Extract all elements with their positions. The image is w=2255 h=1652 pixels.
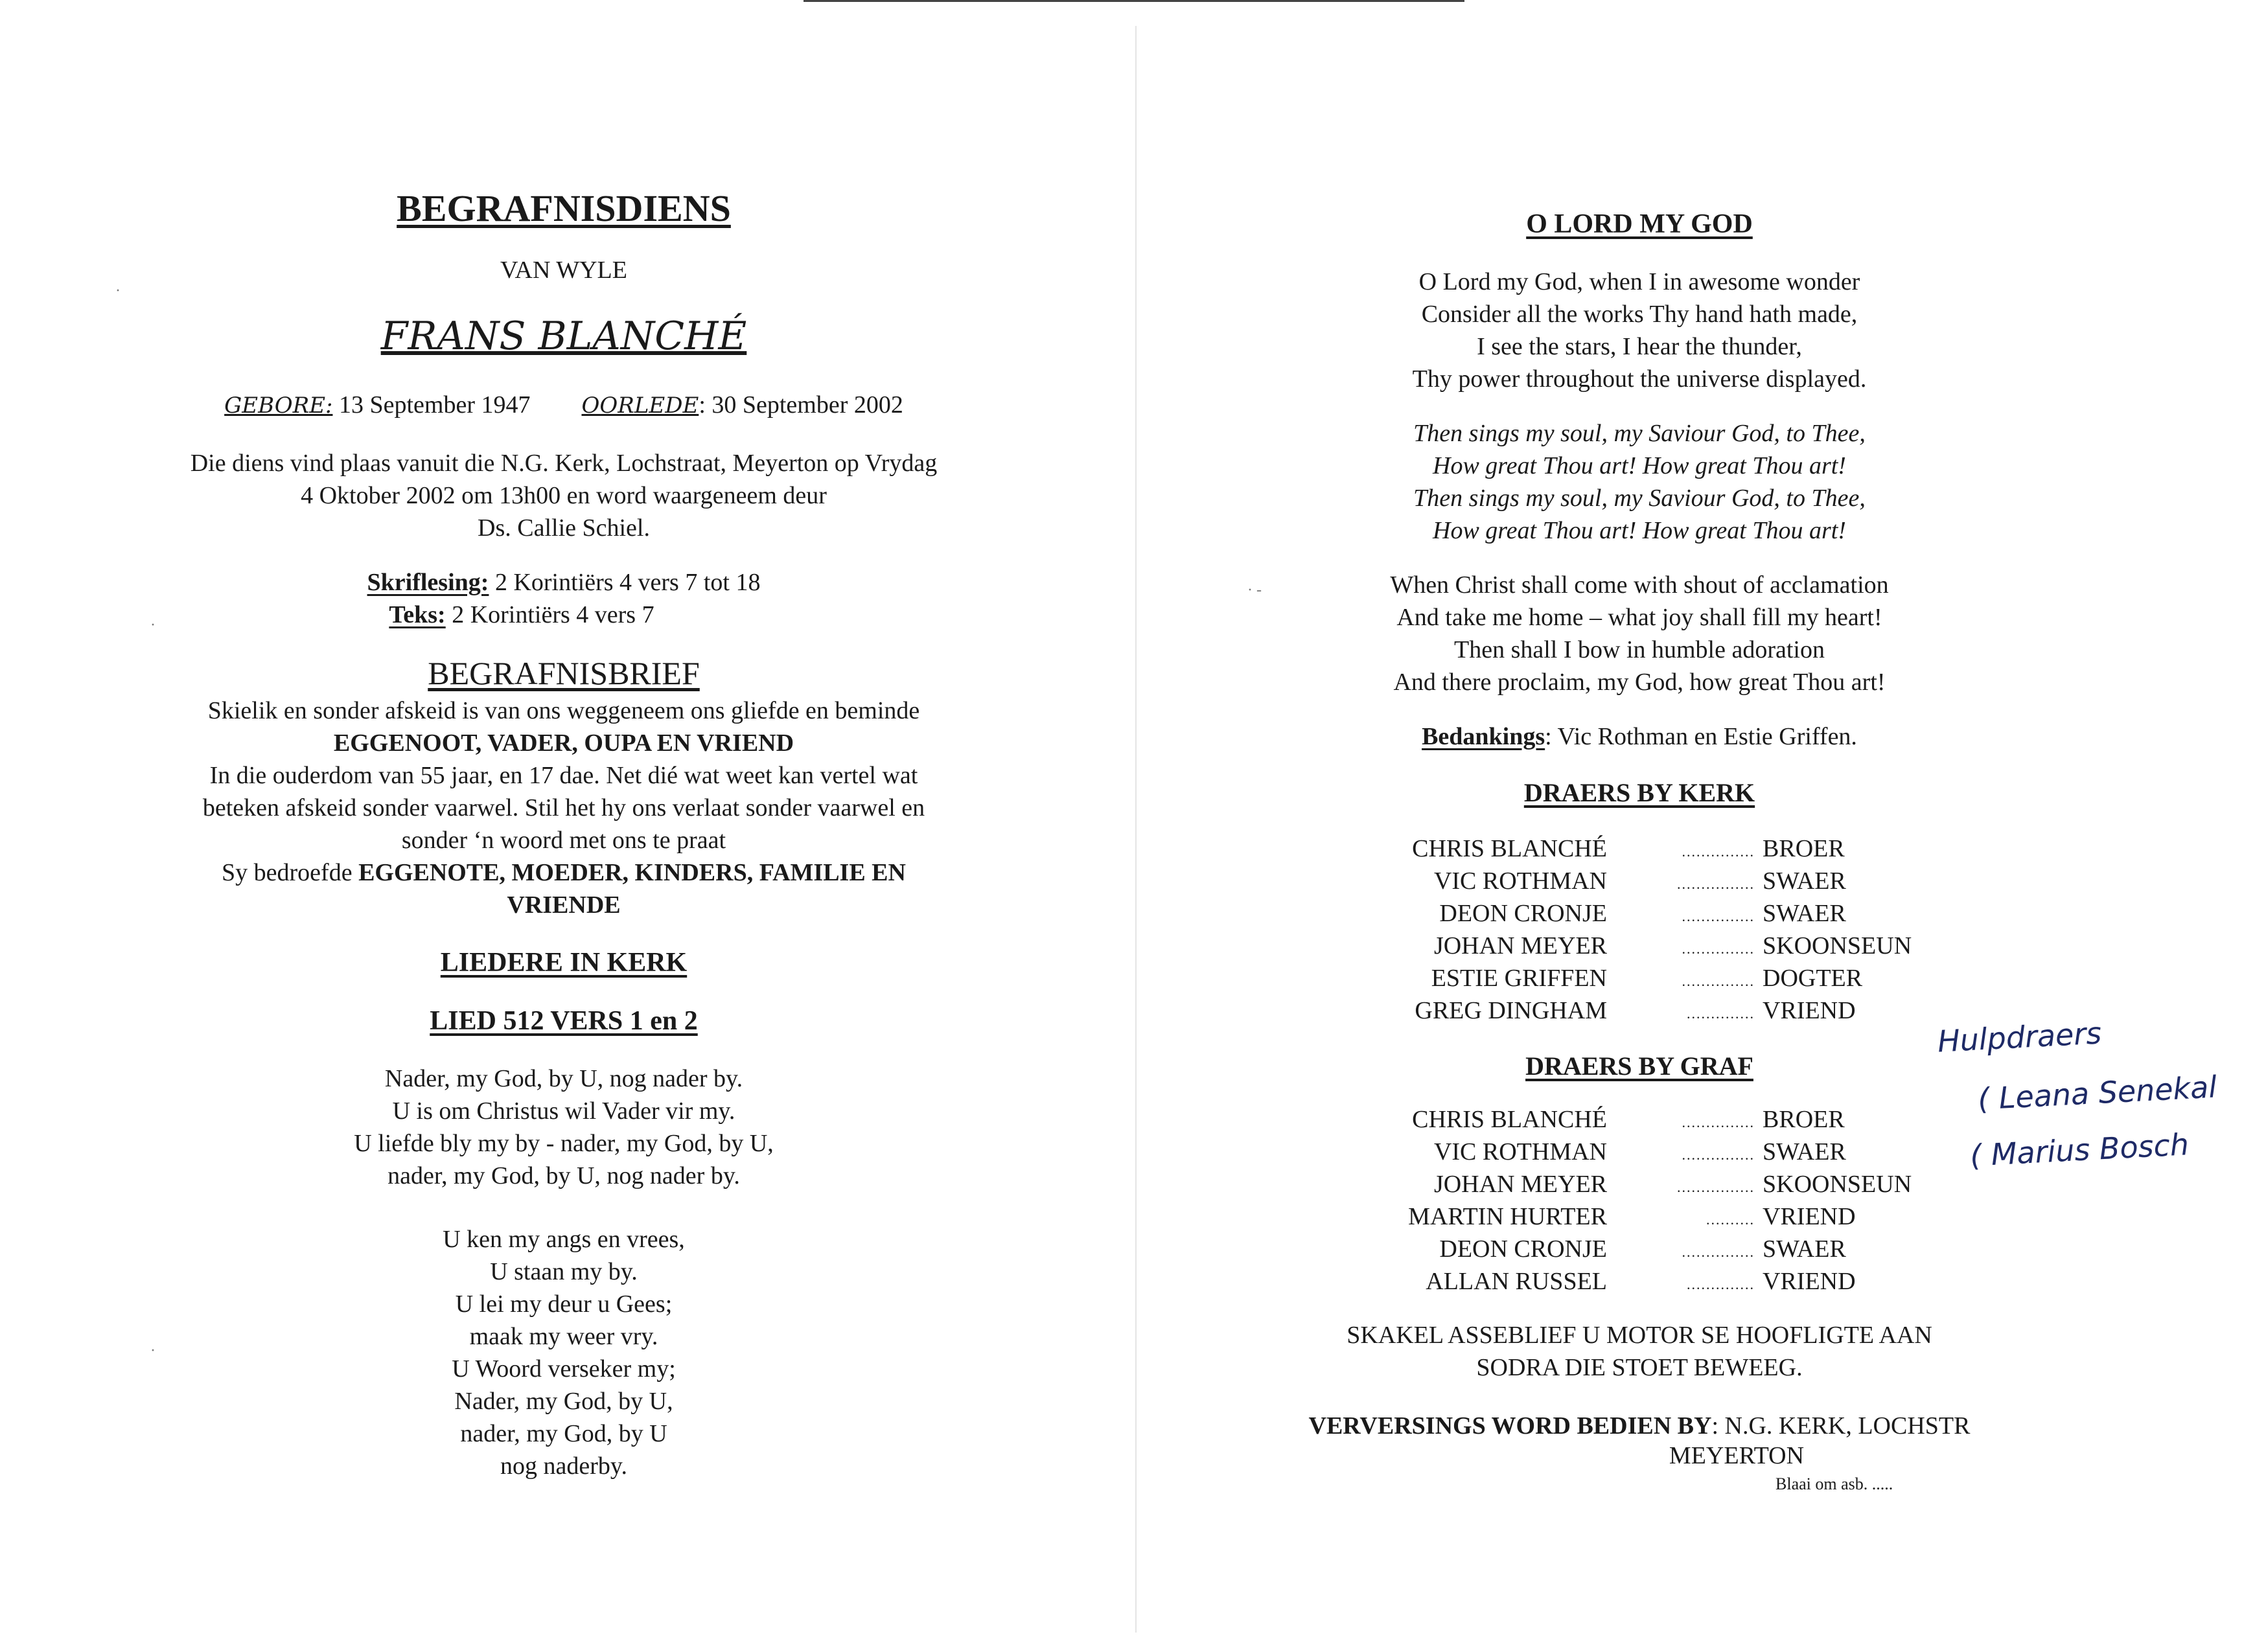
scripture-label: Skriflesing: — [367, 569, 489, 596]
bearer-leader-dots: ................ — [1677, 876, 1755, 892]
thanks-value: : Vic Rothman en Estie Griffen. — [1545, 723, 1857, 750]
bereaved-prefix: Sy bedroefde — [222, 859, 353, 886]
chorus-line: Then sings my soul, my Saviour God, to Thee, — [1413, 485, 1866, 512]
scan-speck: · — [150, 617, 156, 634]
song-line: O Lord my God, when I in awesome wonder — [1418, 268, 1860, 295]
bearer-name: ALLAN RUSSEL — [1426, 1268, 1607, 1295]
scripture-reading — [78, 566, 1050, 599]
service-line: Die diens vind plaas vanuit die N.G. Kerk, Lochstraat, Meyerton op Vrydag — [190, 450, 938, 477]
service-title: BEGRAFNISDIENS — [397, 187, 731, 229]
bearer-role: BROER — [1763, 835, 1845, 862]
scan-speck: · — [150, 1342, 156, 1359]
grave-bearers-title: DRAERS BY GRAF — [1525, 1051, 1753, 1081]
song-line: Consider all the works Thy hand hath made, — [1421, 301, 1858, 328]
scan-speck: · — [115, 282, 121, 299]
song-line: And take me home – what joy shall fill my heart! — [1396, 604, 1882, 631]
hymn-title: LIED 512 VERS 1 en 2 — [430, 1006, 698, 1036]
song-line: Then shall I bow in humble adoration — [1454, 636, 1825, 663]
van-wyle: VAN WYLE — [500, 257, 627, 284]
hymn-line: U staan my by. — [490, 1258, 638, 1285]
sermon-text — [0, 599, 1050, 631]
song-line: And there proclaim, my God, how great Thou art! — [1393, 669, 1886, 696]
bearer-leader-dots: ............... — [1682, 973, 1755, 989]
died-value: : 30 September 2002 — [699, 391, 903, 419]
letter-line: sonder ‘n woord met ons te praat — [401, 827, 726, 854]
died-label: OORLEDE — [581, 393, 699, 419]
songs-title: LIEDERE IN KERK — [440, 948, 688, 978]
bereaved-line — [78, 856, 1050, 889]
bearer-name: CHRIS BLANCHÉ — [1412, 1106, 1607, 1133]
turn-page-note: Blaai om asb. ..... — [1775, 1474, 1893, 1493]
bearer-name: DEON CRONJE — [1439, 900, 1607, 927]
dates-line — [78, 389, 1050, 422]
hymn-line: U liefde bly my by - nader, my God, by U, — [354, 1130, 774, 1157]
refreshments-line — [1218, 1410, 2061, 1442]
bearer-name: VIC ROTHMAN — [1433, 867, 1607, 895]
bearer-leader-dots: .............. — [1687, 1005, 1755, 1022]
refreshments-town: MEYERTON — [1669, 1442, 1805, 1469]
bearer-name: JOHAN MEYER — [1433, 932, 1607, 959]
service-line: 4 Oktober 2002 om 13h00 en word waargeneem deur — [301, 482, 827, 509]
bearer-role: VRIEND — [1763, 1203, 1856, 1230]
notice-line: SKAKEL ASSEBLIEF U MOTOR SE HOOFLIGTE AAN — [1347, 1322, 1932, 1349]
letter-title: BEGRAFNISBRIEF — [428, 655, 700, 691]
bereaved-friends: VRIENDE — [507, 891, 621, 919]
hymn-line: Nader, my God, by U, — [454, 1388, 673, 1415]
bearer-role: SWAER — [1763, 1235, 1846, 1263]
letter-line: beteken afskeid sonder vaarwel. Stil het hy ons verlaat sonder vaarwel en — [202, 794, 925, 821]
bearer-role: DOGTER — [1763, 965, 1863, 992]
bearer-role: SWAER — [1763, 1138, 1846, 1165]
song-title: O LORD MY GOD — [1526, 209, 1753, 239]
born-label: GEBORE: — [224, 393, 333, 419]
hymn-line: nader, my God, by U — [460, 1420, 667, 1447]
bearer-name: MARTIN HURTER — [1408, 1203, 1607, 1230]
handwritten-helper-name: ( Marius Bosch — [1969, 1127, 2190, 1173]
bearer-role: SKOONSEUN — [1763, 932, 1912, 959]
chorus-line: How great Thou art! How great Thou art! — [1433, 517, 1846, 544]
refreshments-value: : N.G. KERK, LOCHSTR — [1711, 1412, 1971, 1440]
bearer-role: VRIEND — [1763, 997, 1856, 1024]
bearer-name: GREG DINGHAM — [1415, 997, 1607, 1024]
letter-relation: EGGENOOT, VADER, OUPA EN VRIEND — [333, 729, 794, 757]
chorus-line: How great Thou art! How great Thou art! — [1433, 452, 1846, 479]
song-line: When Christ shall come with shout of acclamation — [1390, 571, 1889, 599]
refreshments-label: VERVERSINGS WORD BEDIEN BY — [1308, 1412, 1712, 1440]
born-value: 13 September 1947 — [338, 391, 531, 419]
song-line: I see the stars, I hear the thunder, — [1477, 333, 1802, 360]
handwritten-helper-name: ( Leana Senekal — [1976, 1069, 2218, 1117]
right-page — [1218, 0, 2061, 1555]
hymn-line: nog naderby. — [500, 1452, 627, 1480]
church-bearers-title: DRAERS BY KERK — [1523, 778, 1755, 807]
hymn-line: nader, my God, by U, nog nader by. — [387, 1162, 740, 1189]
bearer-leader-dots: ............... — [1682, 908, 1755, 924]
bearer-name: ESTIE GRIFFEN — [1431, 965, 1607, 992]
hymn-line: U ken my angs en vrees, — [443, 1226, 685, 1253]
text-value: 2 Korintiërs 4 vers 7 — [452, 601, 654, 628]
service-line: Ds. Callie Schiel. — [478, 514, 650, 542]
bearer-name: VIC ROTHMAN — [1433, 1138, 1607, 1165]
left-page — [78, 0, 1050, 1555]
page-fold — [1135, 26, 1137, 1633]
handwritten-helpers-title: Hulpdraers — [1936, 1015, 2103, 1059]
notice-line: SODRA DIE STOET BEWEEG. — [1476, 1354, 1803, 1381]
bearer-role: BROER — [1763, 1106, 1845, 1133]
bearer-role: VRIEND — [1763, 1268, 1856, 1295]
bearer-leader-dots: .......... — [1706, 1211, 1755, 1228]
hymn-line: Nader, my God, by U, nog nader by. — [384, 1065, 743, 1092]
bearer-leader-dots: ............... — [1682, 1114, 1755, 1130]
bearer-leader-dots: ............... — [1682, 843, 1755, 860]
chorus-line: Then sings my soul, my Saviour God, to Thee, — [1413, 420, 1866, 447]
song-line: Thy power throughout the universe displayed. — [1412, 365, 1867, 393]
bearer-leader-dots: ................ — [1677, 1179, 1755, 1195]
text-label: Teks: — [389, 601, 446, 628]
bearer-leader-dots: .............. — [1687, 1276, 1755, 1292]
bearer-leader-dots: ............... — [1682, 1147, 1755, 1163]
scripture-value: 2 Korintiërs 4 vers 7 tot 18 — [494, 569, 761, 596]
bearer-leader-dots: ............... — [1682, 1244, 1755, 1260]
scan-speck: · - — [1247, 582, 1262, 599]
bearer-name: JOHAN MEYER — [1433, 1171, 1607, 1198]
bearer-role: SKOONSEUN — [1763, 1171, 1912, 1198]
hymn-line: U Woord verseker my; — [452, 1355, 676, 1382]
hymn-line: U lei my deur u Gees; — [455, 1291, 673, 1318]
bereaved-family: EGGENOTE, MOEDER, KINDERS, FAMILIE EN — [358, 859, 906, 886]
bearer-role: SWAER — [1763, 900, 1846, 927]
hymn-line: U is om Christus wil Vader vir my. — [392, 1097, 735, 1125]
hymn-line: maak my weer vry. — [469, 1323, 658, 1350]
thanks-line — [1218, 720, 2061, 753]
bearer-name: CHRIS BLANCHÉ — [1412, 835, 1607, 862]
deceased-name: FRANS BLANCHÉ — [380, 314, 747, 359]
letter-line: In die ouderdom van 55 jaar, en 17 dae. Net dié wat weet kan vertel wat — [209, 762, 918, 789]
bearer-role: SWAER — [1763, 867, 1846, 895]
thanks-label: Bedankings — [1422, 723, 1545, 750]
bearer-name: DEON CRONJE — [1439, 1235, 1607, 1263]
letter-line: Skielik en sonder afskeid is van ons weggeneem ons gliefde en beminde — [207, 697, 920, 724]
bearer-leader-dots: ............... — [1682, 941, 1755, 957]
